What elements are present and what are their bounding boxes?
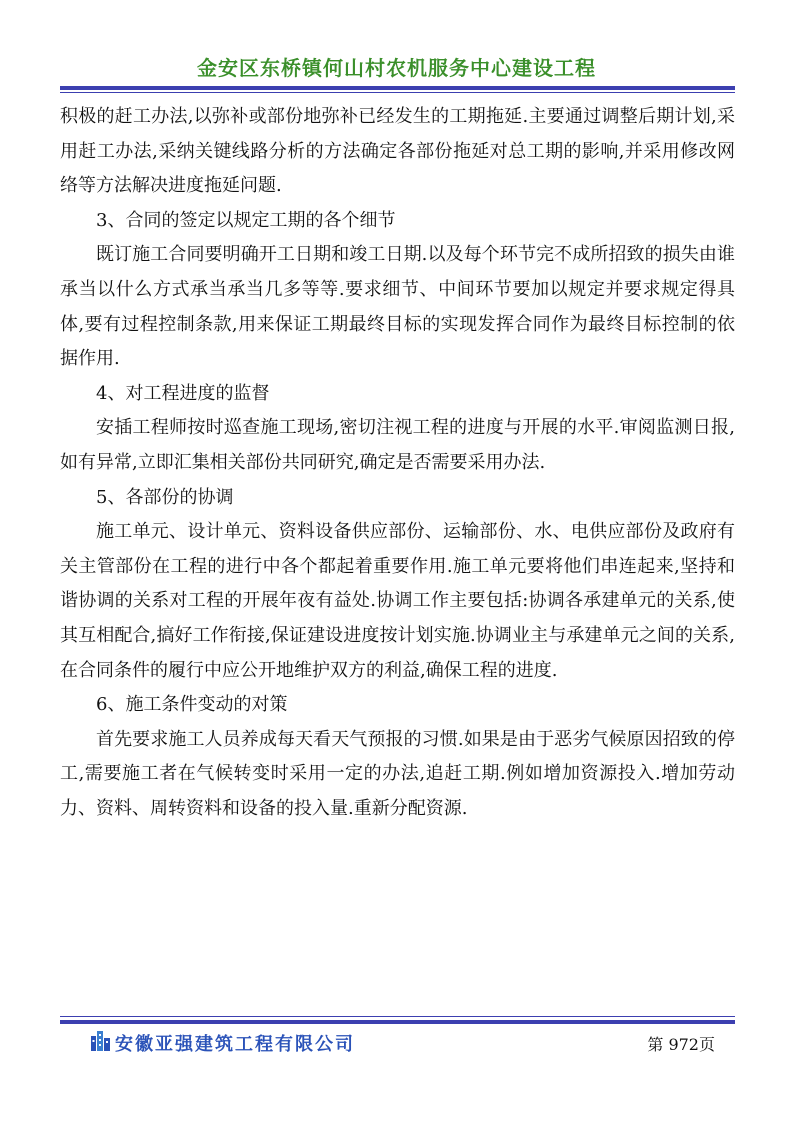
page-number: 第 972页 — [647, 1035, 715, 1054]
footer-company-name: 安徽亚强建筑工程有限公司 — [115, 1034, 355, 1055]
section-heading-3: 3、合同的签定以规定工期的各个细节 — [96, 209, 396, 231]
header-rule-thin — [60, 92, 735, 93]
page-header-title: 金安区东桥镇何山村农机服务中心建设工程 — [197, 56, 596, 80]
section-heading-5: 5、各部份的协调 — [96, 486, 234, 508]
paragraph-continuation: 积极的赶工办法,以弥补或部份地弥补已经发生的工期拖延.主要通过调整后期计划,采用赶工办法,采纳关键线路分析的方法确定各部份拖延对总工期的影响,并采用修改网络等方法解决进度拖延问题. — [60, 106, 735, 197]
section-heading-6: 6、施工条件变动的对策 — [96, 694, 288, 716]
paragraph-coordination: 施工单元、设计单元、资料设备供应部份、运输部份、水、电供应部份及政府有关主管部份在工程的进行中各个都起着重要作用.施工单元要将他们串连起来,坚持和谐协调的关系对工程的开展年夜有益处.协调工作主要包括:协调各承建单元的关系,使其互相配合,搞好工作衔接,保证建设进度按计划实施.协调业主与承建单元之间的关系,在合同条件的履行中应公开地维护双方的利益,确保工程的进度. — [60, 521, 735, 681]
paragraph-conditions: 首先要求施工人员养成每天看天气预报的习惯.如果是由于恶劣气候原因招致的停工,需要施工者在气候转变时采用一定的办法,追赶工期.例如增加资源投入.增加劳动力、资料、周转资料和设备的投入量.重新分配资源. — [60, 728, 735, 819]
document-body — [60, 100, 735, 826]
footer-rule-thick — [60, 1020, 735, 1024]
paragraph-contract: 既订施工合同要明确开工日期和竣工日期.以及每个环节完不成所招致的损失由谁承当以什么方式承当承当几多等等.要求细节、中间环节要加以规定并要求规定得具体,要有过程控制条款,用来保证工期最终目标的实现发挥合同作为最终目标控制的依据作用. — [60, 244, 735, 370]
section-heading-4: 4、对工程进度的监督 — [96, 382, 270, 404]
footer-rule-thin — [60, 1016, 735, 1017]
building-logo-icon — [90, 1028, 112, 1052]
header-rule-thick — [60, 86, 735, 90]
paragraph-supervision: 安插工程师按时巡查施工现场,密切注视工程的进度与开展的水平.审阅监测日报,如有异常,立即汇集相关部份共同研究,确定是否需要采用办法. — [60, 417, 735, 473]
